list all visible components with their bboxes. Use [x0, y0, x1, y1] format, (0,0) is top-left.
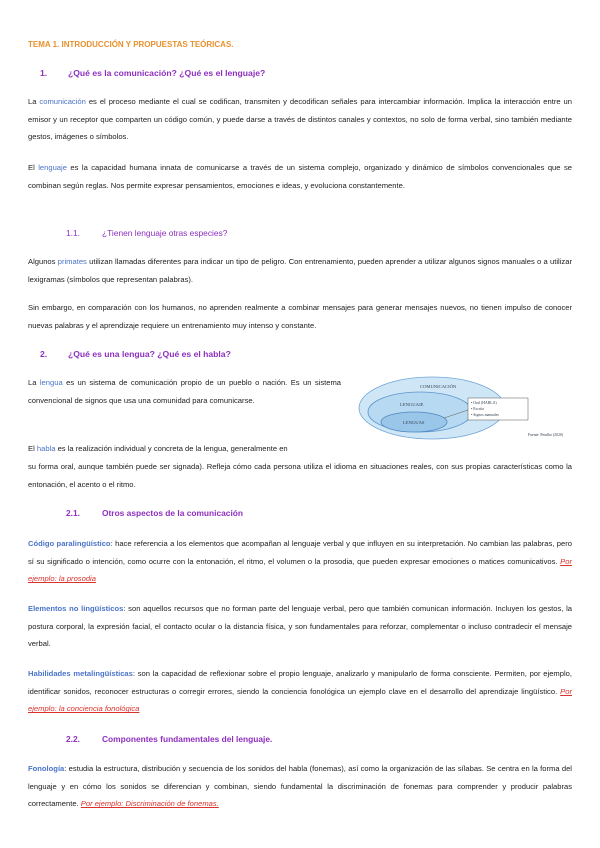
paragraph-text: Algunos — [28, 257, 58, 266]
heading-number: 1.1. — [66, 228, 80, 238]
paragraph-text: : hace referencia a los elementos que acompañan al lenguaje verbal y que influyen en su interpretación. No cambian las palabras, pero sí su significado o intención, como ocurre con la entonación, el ritmo, el volumen o la prosodia, que pueden expresar emociones o matices comunicativos. — [28, 539, 572, 566]
heading-text: ¿Qué es una lengua? ¿Qué es el habla? — [68, 349, 231, 359]
diagram-label-inner: LENGUAS — [403, 420, 425, 425]
paragraph-text: : son la capacidad de reflexionar sobre el propio lenguaje, analizarlo y manipularlo de forma consciente. Permiten, por ejemplo, identificar sonidos, reconocer estructuras o corregir errores, siendo la conciencia fonológica un ejemplo clave en el desarrollo del aprendizaje lingüístico. — [28, 669, 572, 696]
paragraph-lengua — [28, 374, 341, 409]
paragraph-text: La — [28, 97, 40, 106]
heading-text: Componentes fundamentales del lenguaje. — [102, 734, 273, 744]
heading-number: 2. — [40, 349, 48, 359]
keyword-no-linguisticos: Elementos no lingüísticos — [28, 604, 124, 613]
paragraph-text: La — [28, 378, 40, 387]
heading-section-2-1 — [66, 508, 243, 518]
heading-section-2-2 — [66, 734, 272, 744]
paragraph-paralinguistico — [28, 535, 572, 588]
paragraph-metalinguisticas — [28, 665, 572, 718]
keyword-paralinguistico: Código paralingüístico — [28, 539, 111, 548]
diagram-box-item: • Signos manuales — [471, 413, 499, 417]
paragraph-fonologia — [28, 760, 572, 813]
example-link: Por ejemplo: Discriminación de fonemas. — [80, 799, 219, 809]
paragraph-comparacion: Sin embargo, en comparación con los humanos, no aprenden realmente a combinar mensajes para generar mensajes nuevos, no tienen impulso de conocer nuevas palabras y el aprendizaje requiere un entrenamiento muy intenso y constante. — [28, 303, 572, 330]
paragraph-text: : estudia la estructura, distribución y secuencia de los sonidos del habla (fonemas), así como la organización de las sílabas. Se centra en la forma del lenguaje y en cómo los sonidos se diferencian y combinan, siendo fundamental la discriminación de fonemas para comprender y producir palabras correctamente. — [28, 764, 572, 809]
paragraph-text: es la realización individual y concreta de la lengua, generalmente en — [55, 444, 288, 453]
paragraph-text: es el proceso mediante el cual se codifican, transmiten y decodifican señales para intercambiar información. Implica la interacción entre un emisor y un receptor que comparten un código común, y puede darse a través de distintos canales y contextos, no solo de forma verbal, sino también mediante gestos, imágenes o símbolos. — [28, 97, 572, 142]
document-title: TEMA 1. INTRODUCCIÓN Y PROPUESTAS TEÓRICAS. — [28, 40, 234, 49]
keyword-fonologia: Fonología — [28, 764, 65, 773]
example-link: Por ejemplo: la conciencia fonológica — [28, 686, 572, 714]
paragraph-habla-line1 — [28, 440, 341, 458]
heading-text: ¿Tienen lenguaje otras especies? — [102, 228, 228, 238]
paragraph-text: : son aquellos recursos que no forman parte del lenguaje verbal, pero que también comunican información. Incluyen los gestos, la postura corporal, la expresión facial, el contacto ocular o la distancia física, y son fundamentales para reforzar, complementar o incluso contradecir el mensaje verbal. — [28, 604, 573, 649]
heading-section-1-1 — [66, 228, 227, 238]
keyword-habla: habla — [36, 444, 56, 453]
diagram-caption: Fuente: Peralbo (2020) — [528, 433, 564, 437]
heading-section-2 — [40, 349, 231, 359]
keyword-primates: primates — [57, 257, 87, 266]
diagram-label-middle: LENGUAJE — [400, 402, 424, 407]
diagram-label-outer: COMUNICACIÓN — [420, 384, 457, 389]
heading-number: 1. — [40, 68, 48, 78]
keyword-lenguaje: lenguaje — [38, 163, 67, 172]
diagram-box-item: • Escrita — [471, 407, 484, 411]
paragraph-text: es un sistema de comunicación propio de un pueblo o nación. Es un sistema convencional de signos que usa una comunidad para comunicarse. — [28, 378, 342, 405]
paragraph-text: utilizan llamadas diferentes para indicar un tipo de peligro. Con entrenamiento, pueden aprender a utilizar algunos signos manuales o a utilizar lexigramas (símbolos que representan palabras). — [28, 257, 572, 284]
paragraph-comunicacion — [28, 93, 572, 146]
heading-text: Otros aspectos de la comunicación — [102, 508, 244, 518]
diagram-box-item: • Oral (HABLA) — [471, 401, 497, 405]
example-link: Por ejemplo: la prosodia — [28, 556, 572, 584]
paragraph-no-linguisticos — [28, 600, 572, 653]
paragraph-text: El — [28, 163, 39, 172]
keyword-metalinguisticas: Habilidades metalingüísticas — [28, 669, 133, 678]
paragraph-habla: su forma oral, aunque también puede ser signada). Refleja cómo cada persona utiliza el idioma en situaciones reales, con sus propias características como la entonación, el acento o el ritmo. — [28, 462, 572, 489]
paragraph-text: es la capacidad humana innata de comunicarse a través de un sistema complejo, organizado y dinámico de símbolos convencionales que se combinan según reglas. Nos permite expresar pensamientos, emociones e ideas, y evoluciona constantemente. — [28, 163, 572, 190]
keyword-lengua: lengua — [39, 378, 63, 387]
heading-section-1 — [40, 68, 265, 78]
communication-diagram — [356, 374, 572, 442]
paragraph-primates — [28, 253, 572, 288]
paragraph-lenguaje — [28, 159, 572, 194]
heading-text: ¿Qué es la comunicación? ¿Qué es el lenguaje? — [68, 68, 266, 78]
heading-number: 2.2. — [66, 734, 80, 744]
keyword-comunicacion: comunicación — [39, 97, 86, 106]
paragraph-text: El — [28, 444, 37, 453]
heading-number: 2.1. — [66, 508, 80, 518]
